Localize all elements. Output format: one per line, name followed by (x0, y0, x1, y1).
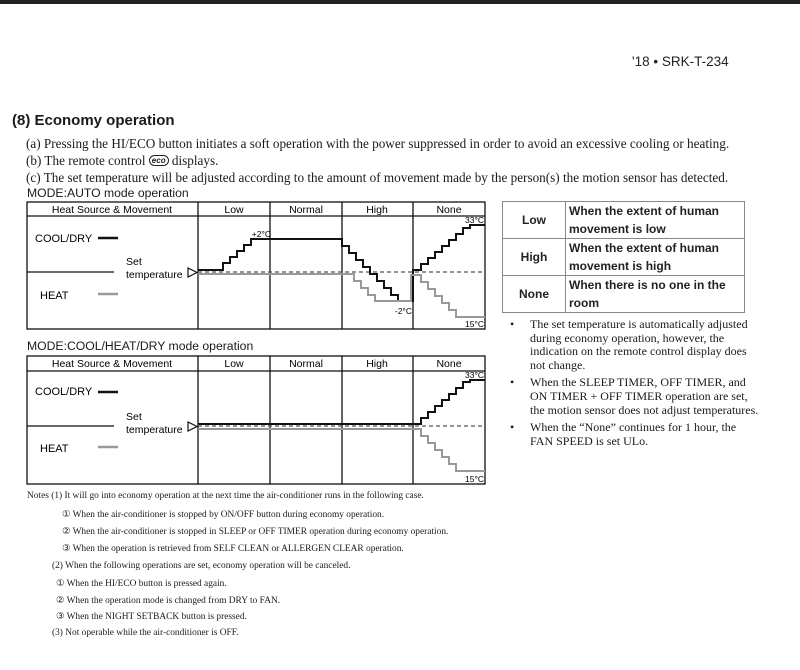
coolheat-col-low: Low (224, 358, 244, 370)
item-b-suffix: displays. (168, 153, 219, 168)
legend-desc-line2: room (569, 296, 599, 310)
coolheat-col-high: High (366, 358, 388, 370)
bullet-item: • When the SLEEP TIMER, OFF TIMER, and ON TIMER + OFF TIMER operation are set, the motion sensor does not adjust temperatures. (510, 376, 760, 417)
auto-col-normal: Normal (289, 204, 323, 216)
coolheat-col-normal: Normal (289, 358, 323, 370)
section-title: (8) Economy operation (12, 112, 175, 129)
eco-icon: eco (149, 155, 169, 166)
note-2-item: ② When the operation mode is changed from DRY to FAN. (56, 596, 281, 606)
coolheat-chart (27, 356, 485, 484)
coolheat-min-annotation: 15°C (465, 474, 484, 484)
auto-col-high: High (366, 204, 388, 216)
bullet-item: • When the “None” continues for 1 hour, the FAN SPEED is set ULo. (510, 421, 760, 448)
coolheat-set-arrow-icon (188, 422, 197, 431)
item-c: (c) The set temperature will be adjusted according to the amount of movement made by the person(s) the motion sensor has detected. (26, 170, 729, 185)
coolheat-header-label: Heat Source & Movement (51, 358, 173, 370)
auto-col-none: None (436, 204, 462, 216)
auto-minus2-annotation: -2°C (394, 306, 412, 316)
coolheat-set-label-1: Set (126, 411, 142, 423)
legend-row (503, 239, 745, 276)
note-2-item: ③ When the NIGHT SETBACK button is pressed. (56, 612, 247, 622)
note-2: (2) When the following operations are set, economy operation will be canceled. (52, 561, 351, 571)
bullet-item: • The set temperature is automatically adjusted during economy operation, however, the indication on the remote control display does not change. (510, 318, 760, 372)
note-1: Notes (1) It will go into economy operation at the next time the air-conditioner runs in the following case. (27, 491, 424, 501)
item-a: (a) Pressing the HI/ECO button initiates a soft operation with the power suppressed in order to avoid an excessive cooling or heating. (26, 136, 730, 151)
legend-desc (566, 202, 745, 239)
item-b-prefix: (b) The remote control (26, 153, 149, 168)
legend-desc-line1: When the extent of human (569, 241, 719, 255)
note-2-item: ① When the HI/ECO button is pressed again. (56, 579, 227, 589)
coolheat-heat-label: HEAT (40, 443, 69, 455)
auto-cool-label: COOL/DRY (35, 233, 93, 245)
auto-heat-label: HEAT (40, 290, 69, 302)
coolheat-max-annotation: 33°C (465, 370, 484, 380)
auto-max-annotation: 33°C (465, 215, 484, 225)
auto-mode-title: MODE:AUTO mode operation (27, 186, 189, 200)
legend-key: Low (503, 202, 566, 239)
auto-header-label: Heat Source & Movement (51, 204, 173, 216)
note-3: (3) Not operable while the air-conditioner is OFF. (52, 628, 239, 638)
coolheat-chart-frame (27, 356, 485, 484)
legend-row (503, 276, 745, 313)
document-id: '18 • SRK-T-234 (632, 54, 729, 69)
legend-desc (566, 276, 745, 313)
bullet-notes (510, 318, 760, 452)
legend-row (503, 202, 745, 239)
auto-chart-frame (27, 202, 485, 329)
auto-set-label-1: Set (126, 256, 142, 268)
auto-set-label-2: temperature (126, 269, 183, 281)
legend-desc-line1: When the extent of human (569, 204, 719, 218)
coolheat-cool-label: COOL/DRY (35, 386, 93, 398)
auto-chart (27, 202, 485, 329)
legend-key: High (503, 239, 566, 276)
coolheat-set-label-2: temperature (126, 424, 183, 436)
legend-desc-line2: movement is low (569, 222, 666, 236)
auto-min-annotation: 15°C (465, 319, 484, 329)
coolheat-col-none: None (436, 358, 462, 370)
legend-desc (566, 239, 745, 276)
auto-col-low: Low (224, 204, 244, 216)
legend-desc-line2: movement is high (569, 259, 672, 273)
note-1-item: ③ When the operation is retrieved from SELF CLEAN or ALLERGEN CLEAR operation. (62, 544, 404, 554)
coolheat-mode-title: MODE:COOL/HEAT/DRY mode operation (27, 339, 254, 353)
movement-legend-table (502, 201, 745, 313)
legend-key: None (503, 276, 566, 313)
note-1-item: ① When the air-conditioner is stopped by ON/OFF button during economy operation. (62, 510, 385, 520)
auto-plus2-annotation: +2°C (251, 229, 271, 239)
legend-desc-line1: When there is no one in the (569, 278, 726, 292)
note-1-item: ② When the air-conditioner is stopped in SLEEP or OFF TIMER operation during economy operation. (62, 527, 449, 537)
auto-set-arrow-icon (188, 268, 197, 277)
